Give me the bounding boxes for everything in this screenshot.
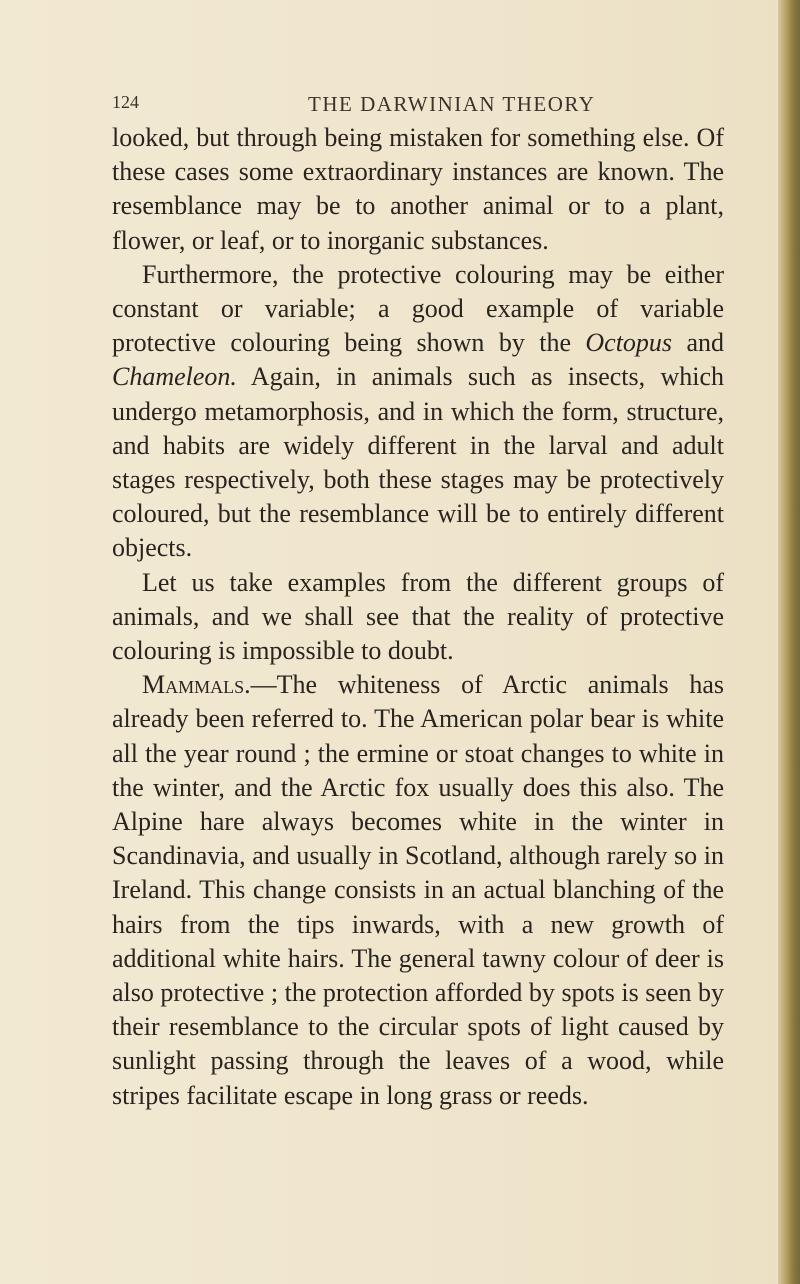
paragraph-4 bbox=[112, 668, 724, 1113]
italic-octopus: Octopus bbox=[585, 328, 673, 358]
paragraph-4-body: —The whiteness of Arctic animals has already been referred to. The American polar bear is white all the year round ; the ermine or stoat changes to white in the winter, and the Arctic fox usually does this also. The Alpine hare always becomes white in the winter in Scandinavia, and usually in Scotland, although rarely so in Ireland. This change consists in an actual blanching of the hairs from the tips inwards, with a new growth of additional white hairs. The general tawny colour of deer is also protective ; the protection afforded by spots is seen by their resemblance to the circular spots of light caused by sunlight passing through the leaves of a wood, while stripes facilitate escape in long grass or reeds. bbox=[112, 670, 724, 1110]
page-header bbox=[112, 92, 722, 122]
paragraph-3: Let us take examples from the different groups of animals, and we shall see that the reality of protective colouring is impossible to doubt. bbox=[112, 567, 724, 666]
section-heading-mammals: Mammals. bbox=[142, 670, 251, 700]
paragraph-2-text-b: and bbox=[672, 328, 724, 358]
paragraph-2-text-c: Again, in animals such as insects, which undergo metamorphosis, and in which the form, structure, and habits are widely different in the larval and adult stages respectively, both these stages may be protectively coloured, but the resemblance will be to entirely different objects. bbox=[112, 362, 724, 563]
paragraph-1: looked, but through being mistaken for something else. Of these cases some extraordinary instances are known. The resemblance may be to another animal or to a plant, flower, or leaf, or to inorganic substances. bbox=[112, 123, 724, 255]
page-edge-shadow bbox=[778, 0, 800, 1284]
page-number: 124 bbox=[112, 92, 139, 112]
italic-chameleon: Chameleon. bbox=[112, 362, 237, 392]
paragraph-2 bbox=[112, 258, 724, 566]
paragraph-2-text-a: Furthermore, the protective colouring may be either constant or variable; a good example of variable protective colouring being shown by the bbox=[112, 259, 724, 358]
body-text bbox=[112, 121, 724, 1113]
running-head: THE DARWINIAN THEORY bbox=[308, 92, 596, 116]
